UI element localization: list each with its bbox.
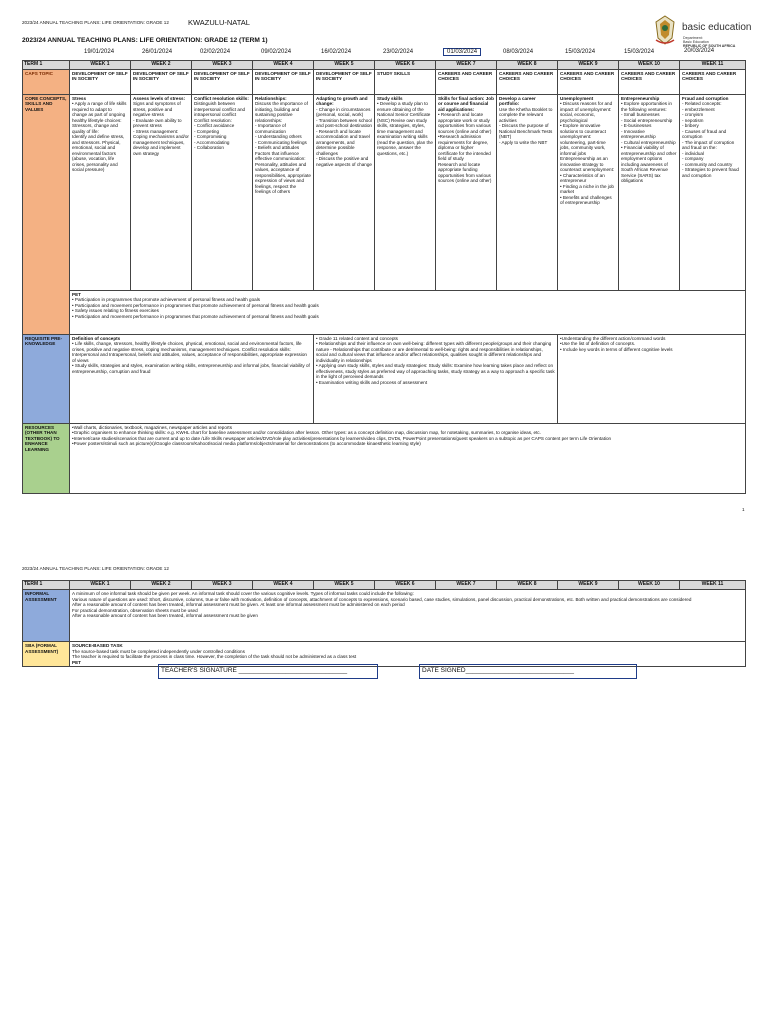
resource-line: •Wall charts, dictionaries, textbook, magazines, newspaper articles and reports	[72, 424, 232, 430]
week-header: WEEK 9	[558, 581, 619, 590]
requisite-col-2	[314, 334, 558, 423]
core-cell	[558, 94, 619, 290]
core-cell	[253, 94, 314, 290]
caps-topic-cell: DEVELOPMENT OF SELF IN SOCIETY	[131, 69, 192, 94]
informal-assessment-cell	[70, 590, 746, 642]
core-cell-body: • Discuss reasons for and impact of unemployment: social, economic, psychological • Explore innovative solutions to counteract unemployment: volunteering, part-time jobs, community work, informal jobs Entrepreneurship as an innovative strategy to counteract unemployment: • Characteristics of an entrepreneur • Finding a niche in the job market • Benefits and challenges of entrepreneurship	[560, 101, 615, 205]
week-date: 16/02/2024	[321, 49, 352, 55]
core-cell-body: - Related concepts: - embezzlement - cronyism - nepotism - bribery - Causes of fraud and corruption - The impact of corruption and fraud on the: - individual - company - community and country - Strategies to prevent fraud and corruption	[682, 101, 739, 178]
informal-line: After a reasonable amount of content has been treated, informal assessment must be given	[72, 613, 258, 618]
informal-line: Various nature of questions are used: Short, discursive, columns, true or false with motivation, definition of concepts, attachment of concepts to expressions, scenario based, case studies, simulations, panel discussion, practical demonstrations, etc. Both written and practical demonstrations are considered	[72, 596, 692, 602]
logo-department-text	[683, 36, 735, 49]
caps-topic-cell: DEVELOPMENT OF SELF IN SOCIETY	[314, 69, 375, 94]
logo-dept-line: Basic Education	[683, 40, 709, 45]
pet-heading: PET	[72, 291, 81, 297]
week-header: WEEK 2	[131, 61, 192, 70]
week-header: WEEK 3	[192, 61, 253, 70]
term-header: TERM 1	[23, 61, 70, 70]
core-cell-body: - Change in circumstances (personal, social, work) - Transition between school and post-school destination - Research and locate accommodation and travel arrangements, and determine possible challenges - Discuss the positive and negative aspects of change	[316, 106, 372, 167]
resource-line: •Graphic organisers to enhance thinking skills: e.g. KWHL chart for baseline assessment and/or consolidation after lesson. Other types: as a concept definition map, discussion map, for notetaking, summaries, to organise ideas, etc.	[72, 430, 541, 435]
core-cell-heading: Develop a career portfolio:	[499, 95, 536, 106]
caps-topic-cell: DEVELOPMENT OF SELF IN SOCIETY	[192, 69, 253, 94]
core-cell-body: • Research and locate appropriate work or study opportunities from various sources (online and other) •Research admission requirements for degree, diploma or higher certificate for the intended field of study Research and locate appropriate funding opportunities from various sources (online and other)	[438, 112, 492, 183]
core-cell-body: Use the Khetha Booklet to complete the relevant activities - Discuss the purpose of National Benchmark Tests (NBT) - Apply to write the NBT	[499, 106, 553, 145]
week-header: WEEK 5	[314, 581, 375, 590]
sba-heading: SOURCE-BASED TASK	[72, 643, 123, 648]
core-cell-heading: Unemployment	[560, 95, 594, 101]
core-cell-body: • Apply a range of life skills required to adapt to change as part of ongoing healthy lifestyle choices: Stressors, change and quality of life: Identify and define stress, and stressors. Physical, emotional, social and environmental factors (abuse, vocation, life crises, personality and social pressure)	[72, 101, 127, 172]
core-cell-heading: Skills for final action: Job or course and financial aid applications:	[438, 95, 494, 112]
core-cell-heading: Fraud and corruption	[682, 95, 729, 101]
core-cell	[680, 94, 746, 290]
core-concepts-label: CORE CONCEPTS, SKILLS AND VALUES	[23, 94, 70, 334]
pet-line: • Participation in programmes that promote achievement of personal fitness and health goals	[72, 297, 261, 302]
core-cell-heading: Study skills	[377, 95, 403, 101]
week-header: WEEK 9	[558, 61, 619, 70]
logo-dept-line: Department:	[683, 36, 703, 40]
week-header: WEEK 6	[375, 581, 436, 590]
week-date: 15/03/2024	[624, 49, 655, 55]
page-title: 2023/24 ANNUAL TEACHING PLANS: LIFE ORIENTATION: GRADE 12 (TERM 1)	[22, 37, 268, 44]
assessment-table	[22, 580, 746, 667]
core-cell-heading: Stress	[72, 95, 87, 101]
week-header: WEEK 11	[680, 61, 746, 70]
requisite-text: • Grade 11 related content and concepts • Relationships and their influence on own well-being: different types with different people/groups and their changing nature - Relationships that contribute or are detrimental to well-being: rights and responsibilities in relationships, social and cultural views that influence and/or affect relationships, qualities sought in different relationships and individuality in relationships • Applying own study skills, styles and study strategies: Study skills: Examine how learning takes place and reflect on effectiveness, study styles as preferred way of approaching tasks, study strategy as a way to approach a specific task in the light of perceived demands • Examination writing skills and process of assessment	[316, 335, 555, 385]
sba-line: The source-based task must be completed independently under controlled conditions	[72, 648, 245, 654]
caps-topic-cell: CAREERS AND CAREER CHOICES	[497, 69, 558, 94]
sba-line: The teacher is required to facilitate the process in class time. However, the completion of the task should not be administered as a class test	[72, 654, 357, 659]
week-header: WEEK 8	[497, 61, 558, 70]
teacher-signature-field[interactable]: TEACHER'S SIGNATURE ______________________________	[158, 664, 378, 679]
core-cell	[70, 94, 131, 290]
requisite-col-1	[70, 334, 314, 423]
requisite-text: • Life skills, change, stressors, healthy lifestyle choices, physical, emotional, social and environmental factors, life crises, positive and negative stress, coping mechanisms, management techniques. Conflict resolution skills: Interpersonal and Intrapersonal, beliefs and attitudes, values, acceptance of responsibilities, appropriate expression of views • Study skills, strategies and styles, examination writing skills, entrepreneurship and informal jobs, financial viability of entrepreneurship, corruption and fraud	[72, 341, 310, 374]
informal-line: A minimum of one informal task should be given per week. An informal task should cover the various cognitive levels. Types of informal tasks could include the following:	[72, 591, 414, 596]
resources-cell	[70, 423, 746, 493]
caps-topic-cell: CAREERS AND CAREER CHOICES	[436, 69, 497, 94]
week-header: WEEK 4	[253, 581, 314, 590]
core-cell	[131, 94, 192, 290]
coat-of-arms-icon	[652, 14, 678, 46]
pet-line: • Participation and movement performance in programmes that promote achievement of personal fitness and health goals	[72, 313, 319, 319]
pet-line: • Safety issues relating to fitness exercises	[72, 308, 159, 313]
week-header: WEEK 1	[70, 61, 131, 70]
week-dates-row	[22, 49, 742, 59]
week-date: 23/02/2024	[383, 49, 414, 55]
requisite-text: •Understanding the different action/command words •Use the list of definition of concepts. • Include key words in terms of different cognitive levels	[560, 335, 673, 352]
week-header: WEEK 3	[192, 581, 253, 590]
header-small-title: 2023/24 ANNUAL TEACHING PLANS: LIFE ORIENTATION: GRADE 12	[22, 20, 169, 25]
core-cell-heading: Conflict resolution skills:	[194, 95, 249, 101]
page2-header: 2023/24 ANNUAL TEACHING PLANS: LIFE ORIENTATION: GRADE 12	[22, 566, 169, 571]
week-header: WEEK 5	[314, 61, 375, 70]
core-cell	[375, 94, 436, 290]
core-cell-heading: Adapting to growth and change:	[316, 95, 368, 106]
week-header: WEEK 1	[70, 581, 131, 590]
caps-topic-label: CAPS TOPIC	[23, 69, 70, 94]
caps-topic-cell: DEVELOPMENT OF SELF IN SOCIETY	[70, 69, 131, 94]
core-cell-heading: Entrepreneurship	[621, 95, 660, 101]
page-number: 1	[742, 507, 745, 512]
teaching-plan-table	[22, 60, 746, 494]
pet-cell	[70, 290, 746, 334]
pet-line: • Participation and movement performance in programmes that promote achievement of personal fitness and health goals	[72, 302, 319, 308]
week-date: 26/01/2024	[142, 49, 173, 55]
week-header: WEEK 11	[680, 581, 746, 590]
week-header: WEEK 4	[253, 61, 314, 70]
core-cell	[436, 94, 497, 290]
logo-text: basic education	[682, 22, 752, 33]
resource-line: •Power posters/stimuli such as picture(s)/Google classroom/Kahoot/social media platforms/objects/material for demonstrations (to accommodate kinaesthetic learning style)	[72, 441, 421, 446]
core-cell-body: Distinguish between interpersonal conflict and intrapersonal conflict Conflict resolution: - Conflict avoidance - Competing - Compromising - Accommodating - Collaboration	[194, 101, 246, 150]
caps-topic-cell: CAREERS AND CAREER CHOICES	[619, 69, 680, 94]
core-cell-body: Signs and symptoms of stress, positive and negative stress - Evaluate own ability to prevent stress - Stress management: Coping mechanisms and/or management techniques, develop and implement own strategy	[133, 101, 189, 156]
core-cell-heading: Relationships:	[255, 95, 287, 101]
informal-line: For practical demonstration, observation sheets must be used	[72, 607, 198, 613]
week-date: 15/03/2024	[565, 49, 596, 55]
week-header: WEEK 10	[619, 581, 680, 590]
core-cell	[192, 94, 253, 290]
core-cell-heading: Assess levels of stress:	[133, 95, 186, 101]
core-cell	[314, 94, 375, 290]
resource-line: •Internet/case studies/scenarios that are current and up to date /Life Skills newspaper articles/DVD/role play activities/presentations by learners/video clips, DVDs, PowerPoint presentations/guest speakers on a subtopic as per CAPS content per term Life Orientation	[72, 435, 612, 441]
week-header: WEEK 10	[619, 61, 680, 70]
date-signed-field[interactable]: DATE SIGNED______________________________	[419, 664, 637, 679]
week-date: 02/02/2024	[200, 49, 231, 55]
caps-topic-cell: DEVELOPMENT OF SELF IN SOCIETY	[253, 69, 314, 94]
header-province: KWAZULU-NATAL	[188, 18, 250, 27]
logo-dept-line: REPUBLIC OF SOUTH AFRICA	[683, 44, 736, 49]
basic-education-logo	[652, 14, 767, 52]
caps-topic-cell: CAREERS AND CAREER CHOICES	[680, 69, 746, 94]
caps-topic-cell: STUDY SKILLS	[375, 69, 436, 94]
core-cell-body: Discuss the importance of initiating, building and sustaining positive relationships: - Importance of communication - Understanding others - Communicating feelings - Beliefs and attitudes Factors that influence effective communication: Personality, attitudes and values, acceptance of responsibilities, appropriate expression of views and feelings, respect the feelings of others	[255, 101, 311, 194]
sba-label: SBA (FORMAL ASSESSMENT)	[23, 642, 70, 667]
week-header: WEEK 7	[436, 581, 497, 590]
informal-assessment-label: INFORMAL ASSESSMENT	[23, 590, 70, 642]
core-cell-body: • Develop a study plan to ensure obtaining of the National Senior Certificate (NSC) Revise own study skills, strategies, styles, time management and examination writing skills (read the question, plan the response, answer the questions, etc.)	[377, 101, 435, 156]
week-date: 09/02/2024	[261, 49, 292, 55]
requisite-col-3	[558, 334, 746, 423]
week-header: WEEK 2	[131, 581, 192, 590]
week-header: WEEK 8	[497, 581, 558, 590]
sba-pet: PET	[72, 659, 81, 665]
term-header: TERM 1	[23, 581, 70, 590]
informal-line: After a reasonable amount of content has been treated, informal assessment must be given. At least one informal assessment must be administered on each period	[72, 602, 405, 607]
requisite-heading: Definition of concepts	[72, 335, 121, 341]
week-header: WEEK 6	[375, 61, 436, 70]
requisite-knowledge-label: REQUISITE PRE-KNOWLEDGE	[23, 334, 70, 423]
week-header: WEEK 7	[436, 61, 497, 70]
core-cell	[619, 94, 680, 290]
week-date-highlighted: 01/03/2024	[443, 48, 481, 56]
sba-cell	[70, 642, 746, 667]
core-cell	[497, 94, 558, 290]
caps-topic-cell: CAREERS AND CAREER CHOICES	[558, 69, 619, 94]
core-cell-body: • Explore opportunities in the following ventures: - Small businesses - Social entrepreneurship - E-businesses - Innovative entrepreneurship - Cultural entrepreneurship • Financial viability of entrepreneurship and other employment options including awareness of South African Revenue Service (SARS) tax obligations	[621, 101, 677, 183]
resources-label: RESOURCES (OTHER THAN TEXTBOOK) TO ENHANCE LEARNING	[23, 423, 70, 493]
week-date: 19/01/2024	[84, 49, 115, 55]
week-date: 20/03/2024	[684, 48, 715, 54]
week-date: 08/03/2024	[503, 49, 534, 55]
